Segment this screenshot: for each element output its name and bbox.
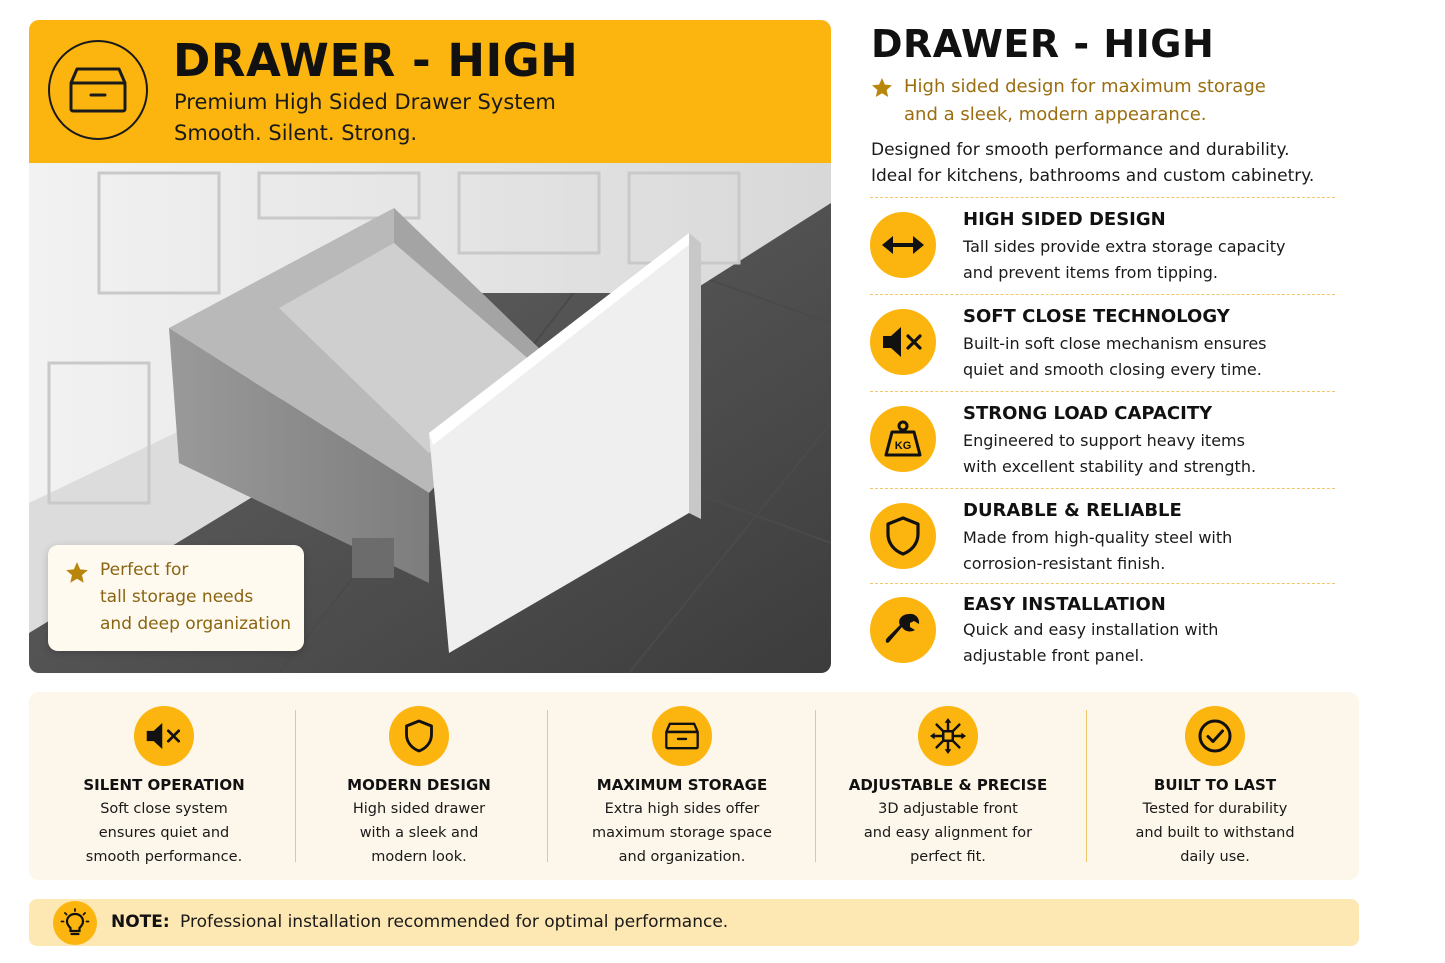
benefits-panel — [29, 692, 1359, 880]
divider — [870, 488, 1335, 489]
benefit-line: maximum storage space — [592, 825, 772, 841]
star-icon — [64, 560, 90, 586]
description-line: Designed for smooth performance and durability. — [871, 140, 1290, 160]
divider — [870, 197, 1335, 198]
callout-box — [48, 545, 304, 651]
feature-line: Engineered to support heavy items — [963, 431, 1245, 450]
feature-title: SOFT CLOSE TECHNOLOGY — [963, 306, 1230, 327]
mute-speaker-icon — [134, 706, 194, 766]
highlight-line: and a sleek, modern appearance. — [904, 104, 1207, 125]
divider — [815, 710, 816, 862]
benefit-line: and easy alignment for — [863, 825, 1033, 841]
callout-line: Perfect for — [100, 560, 189, 580]
benefit-line: Tested for durability — [1142, 801, 1288, 817]
benefit-line: High sided drawer — [352, 801, 486, 817]
lightbulb-icon — [53, 901, 97, 945]
note-bar — [29, 899, 1359, 946]
feature-line: and prevent items from tipping. — [963, 263, 1218, 282]
drawer-icon — [652, 706, 712, 766]
wrench-icon — [870, 597, 936, 663]
adjust-arrows-icon — [918, 706, 978, 766]
feature-line: Tall sides provide extra storage capacity — [963, 237, 1286, 256]
divider — [870, 294, 1335, 295]
note-text: Professional installation recommended for optimal performance. — [180, 912, 729, 932]
hero-banner — [29, 20, 831, 163]
benefit-item — [833, 692, 1063, 880]
benefit-line: modern look. — [371, 849, 467, 865]
hero-title: DRAWER - HIGH — [173, 34, 579, 87]
shield-icon — [870, 503, 936, 569]
divider — [870, 583, 1335, 584]
benefit-item — [59, 692, 269, 880]
hero-card — [29, 20, 831, 673]
benefit-item — [572, 692, 792, 880]
benefit-line: and organization. — [618, 849, 746, 865]
callout-line: and deep organization — [100, 614, 291, 634]
feature-title: HIGH SIDED DESIGN — [963, 209, 1166, 230]
benefit-line: ensures quiet and — [98, 825, 230, 841]
benefit-title: SILENT OPERATION — [83, 776, 245, 794]
kg-weight-icon — [870, 406, 936, 472]
highlight-line: High sided design for maximum storage — [904, 76, 1266, 97]
benefit-title: MODERN DESIGN — [347, 776, 491, 794]
feature-title: DURABLE & RELIABLE — [963, 500, 1182, 521]
star-icon — [870, 76, 894, 100]
divider — [1086, 710, 1087, 862]
divider — [870, 391, 1335, 392]
shield-icon — [389, 706, 449, 766]
benefit-line: smooth performance. — [85, 849, 243, 865]
benefit-item — [314, 692, 524, 880]
description-line: Ideal for kitchens, bathrooms and custom cabinetry. — [871, 166, 1315, 186]
feature-line: Quick and easy installation with — [963, 620, 1219, 639]
callout-line: tall storage needs — [100, 587, 254, 607]
feature-line: corrosion-resistant finish. — [963, 554, 1166, 573]
benefit-line: Extra high sides offer — [604, 801, 760, 817]
feature-line: quiet and smooth closing every time. — [963, 360, 1262, 379]
check-circle-icon — [1185, 706, 1245, 766]
benefit-title: ADJUSTABLE & PRECISE — [848, 776, 1048, 794]
svg-text:KG: KG — [894, 440, 912, 452]
note-label: NOTE: — [111, 912, 170, 932]
feature-line: Built-in soft close mechanism ensures — [963, 334, 1267, 353]
benefit-line: with a sleek and — [359, 825, 479, 841]
feature-line: Made from high-quality steel with — [963, 528, 1233, 547]
mute-speaker-icon — [870, 309, 936, 375]
benefit-line: perfect fit. — [910, 849, 986, 865]
drawer-icon — [48, 40, 148, 140]
divider — [547, 710, 548, 862]
feature-title: EASY INSTALLATION — [963, 594, 1166, 615]
benefit-line: Soft close system — [100, 801, 228, 817]
hero-subtitle: Premium High Sided Drawer System — [174, 90, 556, 114]
info-title: DRAWER - HIGH — [871, 22, 1215, 66]
benefit-line: 3D adjustable front — [878, 801, 1018, 817]
benefit-title: BUILT TO LAST — [1153, 776, 1277, 794]
double-arrow-icon — [870, 212, 936, 278]
benefit-item — [1105, 692, 1325, 880]
benefit-line: and built to withstand — [1135, 825, 1295, 841]
feature-line: adjustable front panel. — [963, 646, 1145, 665]
feature-line: with excellent stability and strength. — [963, 457, 1257, 476]
benefit-title: MAXIMUM STORAGE — [596, 776, 768, 794]
benefit-line: daily use. — [1180, 849, 1250, 865]
feature-title: STRONG LOAD CAPACITY — [963, 403, 1213, 424]
divider — [295, 710, 296, 862]
hero-tagline: Smooth. Silent. Strong. — [174, 121, 418, 145]
